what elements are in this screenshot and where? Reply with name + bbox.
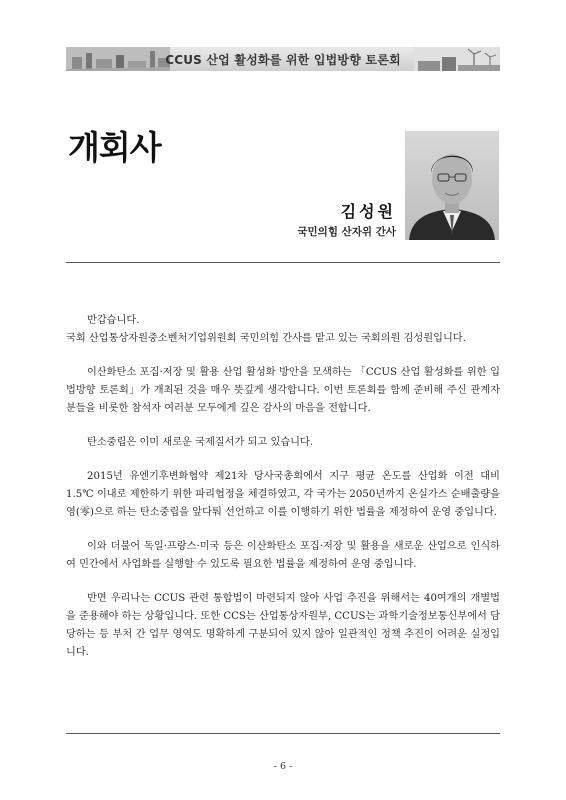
author-name: 김성원 (340, 202, 396, 221)
paragraph: 이와 더불어 독일·프랑스·미국 등은 이산화탄소 포집·저장 및 활용을 새로운 산업으로 인식하여 민간에서 사업화를 실행할 수 있도록 필요한 법률을 제정하여 운영 중입니다. (66, 541, 500, 570)
page-title: 개회사 (68, 128, 161, 167)
author-role: 국민의힘 산자위 간사 (297, 226, 396, 238)
paragraph: 반갑습니다. 국회 산업통상자원중소벤처기업위원회 국민의힘 간사를 맡고 있는 국회의원 김성원입니다. (66, 315, 466, 344)
paragraph: 탄소중립은 이미 새로운 국제질서가 되고 있습니다. (87, 437, 314, 448)
wind-turbine-image (414, 47, 500, 71)
paragraph: 이산화탄소 포집·저장 및 활용 산업 활성화 방안을 모색하는 「CCUS 산업 활성화를 위한 입법방향 토론회」가 개최된 것을 매우 뜻깊게 생각합니다. 이번 토론회를 함께 준비해 주신 관계자분들을 비롯한 참석자 여러분 모두에게 깊은 감사의 마음을 전합니다. (66, 367, 500, 414)
body-text (66, 312, 500, 678)
top-divider (66, 262, 500, 263)
page-number: - 6 - (273, 761, 293, 772)
author-photo (405, 131, 499, 240)
paragraph: 반면 우리나는 CCUS 관련 통합법이 마련되지 않아 사업 추진을 위해서는 40여개의 개별법을 준용해야 하는 상황입니다. 또한 CCS는 산업통상자원부, CCUS는 과학기술정보통신부에서 담당하는 등 부처 간 업무 영역도 명확하게 구분되어 있지 않아 일관적인 정책 추진이 어려운 실정입니다. (66, 593, 500, 658)
header-title: CCUS 산업 활성화를 위한 입법방향 토론회 (165, 53, 401, 67)
paragraph: 2015년 유엔기후변화협약 제21차 당사국총회에서 지구 평균 온도를 산업화 이전 대비 1.5℃ 이내로 제한하기 위한 파리협정을 체결하였고, 각 국가는 2050년까지 온실가스 순배출량을 영(零)으로 하는 탄소중립을 앞다퉈 선언하고 이를 이행하기 위한 법률을 제정하여 운영 중입니다. (66, 471, 500, 518)
bottom-divider (66, 733, 500, 734)
header-band (66, 47, 500, 71)
